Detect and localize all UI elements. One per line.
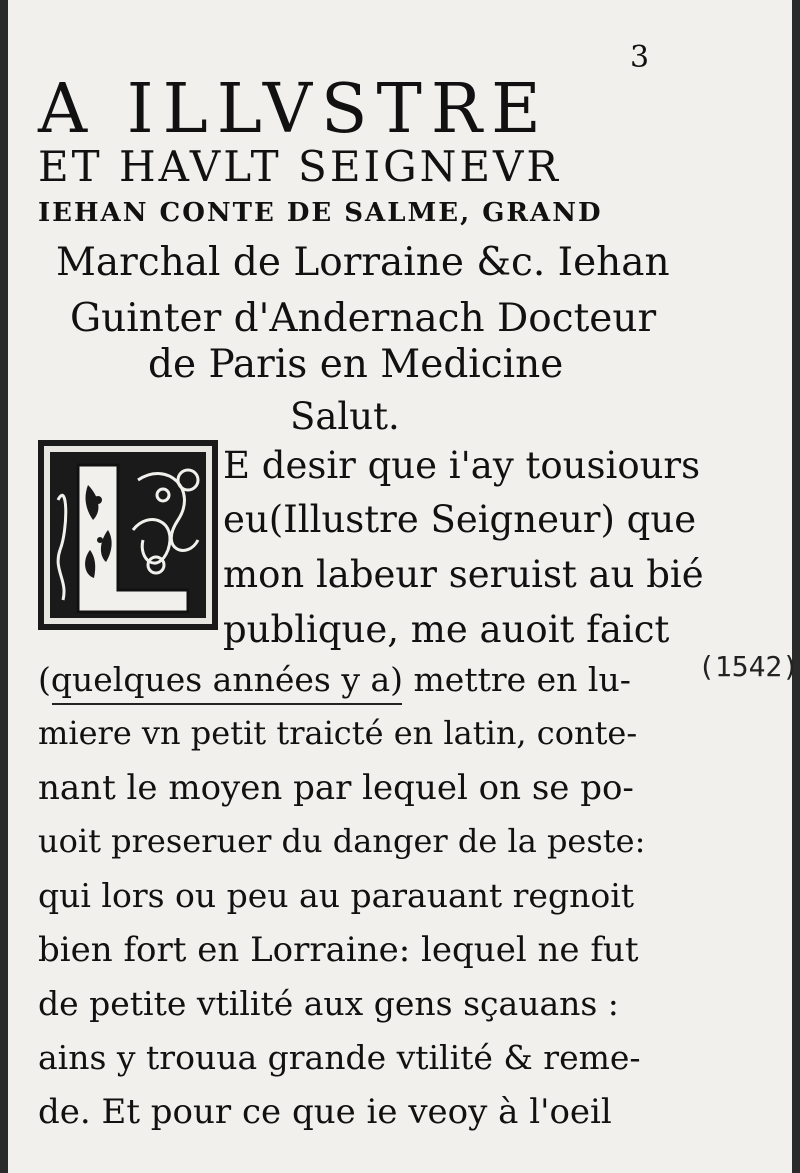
body-line-4: publique, me auoit faict xyxy=(223,608,670,651)
body-line-1: E desir que i'ay tousiours xyxy=(223,444,701,487)
book-page xyxy=(8,0,800,1173)
body-line-5: (quelques années y a) mettre en lu- xyxy=(38,660,631,699)
decorated-initial-l xyxy=(38,440,218,630)
page-number: 3 xyxy=(630,40,650,75)
title-line-4: Marchal de Lorraine &c. Iehan xyxy=(56,240,670,285)
handwritten-underline xyxy=(52,703,402,705)
body-line-7: nant le moyen par lequel on se po- xyxy=(38,768,634,808)
title-line-6: de Paris en Medicine xyxy=(148,342,564,387)
body-line-8: uoit preseruer du danger de la peste: xyxy=(38,822,646,860)
body-line-2: eu(Illustre Seigneur) que xyxy=(223,498,697,541)
body-line-11: de petite vtilité aux gens sçauans : xyxy=(38,984,619,1023)
body-line-13: de. Et pour ce que ie veoy à l'oeil xyxy=(38,1092,612,1132)
title-line-3: IEHAN CONTE DE SALME, GRAND xyxy=(38,198,603,228)
body-line-9: qui lors ou peu au parauant regnoit xyxy=(38,876,635,915)
body-line-12: ains y trouua grande vtilité & reme- xyxy=(38,1038,641,1077)
body-line-3: mon labeur seruist au bié xyxy=(223,553,704,596)
title-line-2: ET HAVLT SEIGNEVR xyxy=(38,142,561,191)
title-line-5: Guinter d'Andernach Docteur xyxy=(70,296,657,341)
title-line-1: A ILLVSTRE xyxy=(38,70,550,149)
handwritten-margin-note: (1542) xyxy=(698,650,800,683)
body-line-6: miere vn petit traicté en latin, conte- xyxy=(38,714,638,752)
body-line-10: bien fort en Lorraine: lequel ne fut xyxy=(38,930,639,970)
salutation: Salut. xyxy=(290,395,400,438)
